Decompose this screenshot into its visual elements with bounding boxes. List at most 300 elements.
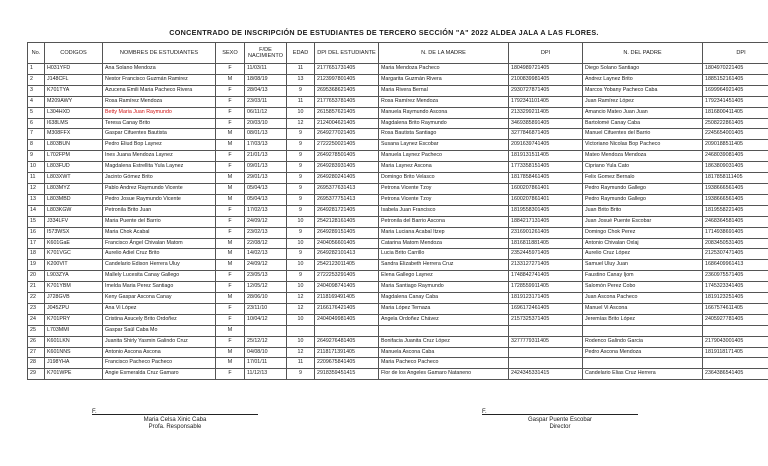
cell-dpi-estudiante: 2118171391405 [315,347,379,358]
cell-sexo: M [216,293,245,304]
cell-nombre-madre: Margarita Guzmán Rivera [379,74,509,85]
cell-edad: 9 [287,183,315,194]
cell-nombre-padre: Felix Gomez Bernalo [583,173,703,184]
cell-dpi-padre: 2083450531405 [703,238,768,249]
cell-dpi-estudiante: 2177653781405 [315,96,379,107]
cell-fecha-nacimiento: 28/06/10 [245,293,287,304]
cell-dpi-padre: 1885152161405 [703,74,768,85]
header-nombre-padre: N. DEL PADRE [583,43,703,64]
student-table [27,42,768,380]
cell-sexo: M [216,140,245,151]
cell-nombre-estudiante: Pablo Andrez Raymundo Vicente [103,183,216,194]
cell-nombre-madre: Sandra Elizabeth Herrera Cruz [379,260,509,271]
table-row [28,293,768,304]
cell-fecha-nacimiento: 23/03/11 [245,96,287,107]
signature-line [92,406,258,415]
cell-nombre-madre: Petronila del Barrio Ascona [379,216,509,227]
cell-fecha-nacimiento: 29/01/13 [245,173,287,184]
cell-fecha-nacimiento: 08/01/13 [245,129,287,140]
cell-dpi-padre: 1792341451405 [703,96,768,107]
table-row [28,162,768,173]
table-row [28,173,768,184]
cell-no: 23 [28,303,45,314]
cell-no: 2 [28,74,45,85]
cell-no: 10 [28,162,45,173]
cell-nombre-padre: Aurelio Cruz López [583,249,703,260]
table-body [28,64,768,380]
cell-nombre-madre: Petrona Vicente Tzoy [379,194,509,205]
cell-dpi-madre: 1884217131405 [509,216,583,227]
cell-nombre-estudiante: Cristina Asucely Brito Ordoñez [103,314,216,325]
cell-fecha-nacimiento: 23/02/13 [245,227,287,238]
table-row [28,183,768,194]
cell-codigo: K601GaE [45,238,103,249]
header-dpi-padre: DPI [703,43,768,64]
cell-dpi-padre: 1819558221405 [703,205,768,216]
cell-nombre-madre: Flor de los Angeles Gamaro Nataneno [379,369,509,380]
table-row [28,96,768,107]
cell-sexo: F [216,271,245,282]
cell-fecha-nacimiento: 24/09/12 [245,260,287,271]
cell-codigo: M209AWY [45,96,103,107]
cell-nombre-estudiante: Magdalena Estrellita Yula Laynez [103,162,216,173]
cell-no: 5 [28,107,45,118]
cell-dpi-madre: 3469385891405 [509,118,583,129]
cell-sexo: M [216,238,245,249]
cell-no: 25 [28,325,45,336]
cell-sexo: F [216,96,245,107]
cell-sexo: M [216,325,245,336]
cell-nombre-estudiante: Aurelio Adiel Cruz Brito [103,249,216,260]
cell-dpi-madre [509,358,583,369]
cell-dpi-estudiante: 2918359451415 [315,369,379,380]
cell-dpi-madre: 3277846871405 [509,129,583,140]
cell-dpi-estudiante: 2177651731405 [315,64,379,75]
cell-sexo: F [216,336,245,347]
cell-dpi-estudiante: 2695377631413 [315,183,379,194]
cell-no: 1 [28,64,45,75]
cell-edad: 10 [287,238,315,249]
cell-dpi-madre: 1817858461405 [509,173,583,184]
cell-codigo: I573WSX [45,227,103,238]
cell-nombre-madre: Magdalena Canay Caba [379,293,509,304]
cell-codigo: H031YFD [45,64,103,75]
cell-no: 20 [28,271,45,282]
table-row [28,118,768,129]
table-row [28,140,768,151]
cell-dpi-estudiante: 2209675841405 [315,358,379,369]
cell-dpi-madre: 1819123171405 [509,293,583,304]
header-dpi-estudiante: DPI DEL ESTUDIANTE [315,43,379,64]
header-no: No. [28,43,45,64]
table-row [28,282,768,293]
cell-nombre-padre: Jeremías Brito López [583,314,703,325]
cell-codigo: L803MBD [45,194,103,205]
cell-codigo: J334LFV [45,216,103,227]
cell-dpi-estudiante: 2123997801405 [315,74,379,85]
header-codigos: CODIGOS [45,43,103,64]
cell-codigo: K701WPE [45,369,103,380]
cell-sexo: F [216,282,245,293]
cell-no: 21 [28,282,45,293]
cell-dpi-estudiante: 2649278501405 [315,151,379,162]
cell-nombre-estudiante: Jacinto Gómez Brito [103,173,216,184]
table-header-row [28,43,768,64]
cell-dpi-padre: 1816800411405 [703,107,768,118]
header-edad: EDAD [287,43,315,64]
cell-fecha-nacimiento: 05/04/13 [245,194,287,205]
cell-sexo: F [216,205,245,216]
cell-edad: 9 [287,205,315,216]
signature-left [92,406,258,431]
cell-dpi-padre: 1817858111405 [703,173,768,184]
cell-nombre-padre: Juan Ascona Pacheco [583,293,703,304]
cell-nombre-padre: Antonio Chivalan Oxlaj [583,238,703,249]
signature-prefix: F. [92,409,97,415]
cell-codigo: L702FPM [45,151,103,162]
cell-dpi-estudiante: 2649281721405 [315,205,379,216]
cell-fecha-nacimiento: 10/04/12 [245,314,287,325]
table-row [28,74,768,85]
cell-fecha-nacimiento [245,325,287,336]
table-row [28,347,768,358]
cell-nombre-padre: Bartolomé Canay Caba [583,118,703,129]
cell-no: 28 [28,358,45,369]
cell-dpi-padre: 2179043001405 [703,336,768,347]
cell-nombre-padre: Candelario Elias Cruz Herrera [583,369,703,380]
cell-codigo: K701YBM [45,282,103,293]
cell-nombre-madre: Petrona Vicente Tzoy [379,183,509,194]
cell-edad: 12 [287,303,315,314]
cell-dpi-padre [703,358,768,369]
cell-edad: 10 [287,314,315,325]
cell-nombre-padre: Manuel Cifuentes del Barrio [583,129,703,140]
cell-sexo: F [216,107,245,118]
cell-edad: 9 [287,140,315,151]
cell-dpi-estudiante: 2118169491405 [315,293,379,304]
document-title: CONCENTRADO DE INSCRIPCIÓN DE ESTUDIANTES DE TERCERO SECCIÓN "A" 2022 ALDEA JALA A LAS FLORES. [169,28,599,37]
cell-no: 26 [28,336,45,347]
cell-no: 11 [28,173,45,184]
cell-dpi-padre: 1863809031405 [703,162,768,173]
header-nombres: NOMBRES DE ESTUDIANTES [103,43,216,64]
cell-edad: 10 [287,282,315,293]
cell-codigo: L703MMI [45,325,103,336]
cell-no: 8 [28,140,45,151]
header-fecha-nacimiento: F/DE NACIMIENTO [245,43,287,64]
cell-edad: 9 [287,194,315,205]
cell-edad: 11 [287,96,315,107]
cell-nombre-madre: Maria Mendoza Pacheco [379,64,509,75]
cell-nombre-madre: Elena Gallego Laynez [379,271,509,282]
cell-nombre-estudiante: Angie Esmeralda Cruz Gamaro [103,369,216,380]
cell-nombre-padre: Diego Solano Santiago [583,64,703,75]
cell-edad: 10 [287,216,315,227]
cell-nombre-estudiante: Pedro Josue Raymundo Vicente [103,194,216,205]
cell-sexo: F [216,64,245,75]
cell-edad: 10 [287,260,315,271]
table-row [28,205,768,216]
cell-sexo: F [216,85,245,96]
cell-nombre-padre: Salomón Perez Cobo [583,282,703,293]
cell-dpi-madre: 1816811881405 [509,238,583,249]
cell-codigo: L803XWT [45,173,103,184]
cell-edad: 9 [287,85,315,96]
cell-dpi-padre: 2090188511405 [703,140,768,151]
cell-nombre-estudiante: Antonio Ascona Ascona [103,347,216,358]
cell-nombre-estudiante: Ana Vi López [103,303,216,314]
cell-dpi-estudiante: 2649283931405 [315,162,379,173]
cell-codigo: K200VIT [45,260,103,271]
cell-codigo: J198YHA [45,358,103,369]
cell-fecha-nacimiento: 28/04/13 [245,85,287,96]
cell-sexo: M [216,74,245,85]
table-row [28,85,768,96]
cell-nombre-estudiante: Maria Chok Acabal [103,227,216,238]
cell-sexo: F [216,314,245,325]
cell-no: 12 [28,183,45,194]
cell-dpi-madre: 2424345331415 [509,369,583,380]
cell-edad [287,325,315,336]
table-row [28,238,768,249]
cell-codigo: L803MYZ [45,183,103,194]
cell-dpi-estudiante: 2166176421405 [315,303,379,314]
cell-dpi-padre: 2468039081405 [703,151,768,162]
cell-nombre-madre: Maria Santiago Raymundo [379,282,509,293]
cell-fecha-nacimiento: 25/12/12 [245,336,287,347]
cell-dpi-madre: 2100839981405 [509,74,583,85]
cell-sexo: F [216,216,245,227]
cell-dpi-padre: 1804970221405 [703,64,768,75]
cell-nombre-padre: Manuel Vi Ascona [583,303,703,314]
cell-sexo: M [216,183,245,194]
cell-nombre-estudiante: Maria Puente del Barrio [103,216,216,227]
cell-edad: 11 [287,358,315,369]
signature-right [482,406,638,431]
cell-edad: 12 [287,118,315,129]
table-row [28,260,768,271]
cell-dpi-estudiante: 2695368621405 [315,85,379,96]
cell-no: 27 [28,347,45,358]
cell-no: 7 [28,129,45,140]
cell-no: 15 [28,216,45,227]
table-row [28,358,768,369]
cell-codigo: J728GVB [45,293,103,304]
cell-edad: 9 [287,369,315,380]
cell-codigo: L903ZYA [45,271,103,282]
cell-edad: 9 [287,173,315,184]
cell-no: 14 [28,205,45,216]
signature-line [482,406,638,415]
cell-nombre-padre: Marcos Yobany Pacheco Caba [583,85,703,96]
table-row [28,303,768,314]
cell-codigo: L803BUN [45,140,103,151]
cell-dpi-estudiante: 2404056601405 [315,238,379,249]
cell-dpi-madre: 1804989721405 [509,64,583,75]
cell-nombre-madre: Maria Pacheco Pacheco [379,358,509,369]
cell-fecha-nacimiento: 05/04/13 [245,183,287,194]
cell-nombre-madre: Domingo Brito Velasco [379,173,509,184]
cell-nombre-madre: Manuela Laynez Pacheco [379,151,509,162]
cell-sexo: F [216,151,245,162]
cell-codigo: I638LMS [45,118,103,129]
cell-dpi-padre: 1938666561405 [703,194,768,205]
cell-nombre-madre: Rosa Bautista Santiago [379,129,509,140]
cell-nombre-estudiante: Nestor Francisco Guzmán Ramirez [103,74,216,85]
cell-dpi-madre: 3277779311405 [509,336,583,347]
cell-nombre-madre: Lucia Brito Carrillo [379,249,509,260]
cell-nombre-madre: Manuela Raymundo Ascona [379,107,509,118]
cell-nombre-padre: Andrez Laynez Brito [583,74,703,85]
cell-nombre-estudiante: Ana Solano Mendoza [103,64,216,75]
cell-dpi-estudiante: 2404049981405 [315,314,379,325]
cell-dpi-padre: 1667574611405 [703,303,768,314]
cell-dpi-madre: 1792341101405 [509,96,583,107]
table-row [28,271,768,282]
cell-sexo: M [216,358,245,369]
cell-codigo: L304HXD [45,107,103,118]
cell-nombre-estudiante: Petronila Brito Juan [103,205,216,216]
cell-nombre-estudiante: Keny Gaspar Ascona Canay [103,293,216,304]
cell-nombre-madre: Susana Laynez Escobar [379,140,509,151]
cell-fecha-nacimiento: 23/11/10 [245,303,287,314]
cell-nombre-madre: Maria Laynez Ascona [379,162,509,173]
cell-dpi-madre: 1600207861401 [509,183,583,194]
cell-codigo: K601LKN [45,336,103,347]
cell-no: 17 [28,238,45,249]
cell-fecha-nacimiento: 22/08/12 [245,238,287,249]
cell-dpi-estudiante: 2722250021405 [315,140,379,151]
cell-sexo: F [216,227,245,238]
cell-no: 4 [28,96,45,107]
cell-dpi-estudiante [315,325,379,336]
cell-nombre-estudiante: Azucena Emili Maria Pacheco Rivera [103,85,216,96]
cell-nombre-padre: Pedro Raymundo Gallego [583,194,703,205]
cell-nombre-madre: Angela Ordoñez Chávez [379,314,509,325]
cell-no: 6 [28,118,45,129]
cell-nombre-estudiante: Teresa Canay Brito [103,118,216,129]
table-row [28,369,768,380]
cell-dpi-estudiante: 2404098741405 [315,282,379,293]
cell-dpi-estudiante: 2649276481405 [315,336,379,347]
cell-dpi-madre: 1600207861401 [509,194,583,205]
cell-sexo: M [216,194,245,205]
cell-codigo: K601NNS [45,347,103,358]
cell-dpi-madre [509,325,583,336]
cell-sexo: F [216,369,245,380]
cell-nombre-madre: Bonifacia Juanita Cruz López [379,336,509,347]
cell-nombre-estudiante: Candelario Edison Herrera Uluy [103,260,216,271]
cell-dpi-estudiante: 2649289151405 [315,227,379,238]
cell-nombre-padre: Samuel Uluy Juan [583,260,703,271]
teacher-name: Maria Celsa Xinic Caba [143,417,207,423]
cell-fecha-nacimiento: 14/02/13 [245,249,287,260]
cell-dpi-padre: 1745323341405 [703,282,768,293]
cell-fecha-nacimiento: 17/03/13 [245,140,287,151]
cell-nombre-padre: Pedro Raymundo Gallego [583,183,703,194]
cell-edad: 10 [287,107,315,118]
table-row [28,325,768,336]
cell-fecha-nacimiento: 11/03/11 [245,64,287,75]
cell-nombre-madre: Catarina Matom Mendoza [379,238,509,249]
cell-nombre-padre: Faustino Canay Ijom [583,271,703,282]
cell-dpi-estudiante: 2542128161405 [315,216,379,227]
cell-fecha-nacimiento: 24/09/12 [245,216,287,227]
cell-dpi-padre: 1714938691405 [703,227,768,238]
header-nombre-madre: N. DE LA MADRE [379,43,509,64]
cell-codigo: K701VGC [45,249,103,260]
cell-dpi-padre: 2405927781405 [703,314,768,325]
cell-nombre-estudiante: Gaspar Saúl Caba Mo [103,325,216,336]
teacher-role: Profa. Responsable [148,424,202,430]
cell-dpi-madre: 1819131511405 [509,151,583,162]
cell-fecha-nacimiento: 20/03/10 [245,118,287,129]
cell-codigo: L803KGW [45,205,103,216]
cell-nombre-estudiante: Pedro Eliud Bop Laynez [103,140,216,151]
cell-edad: 10 [287,336,315,347]
cell-nombre-estudiante: Betty Maria Juan Raymundo [103,107,216,118]
header-sexo: SEXO [216,43,245,64]
cell-nombre-estudiante: Imelda Maria Perez Santiago [103,282,216,293]
table-row [28,249,768,260]
cell-nombre-padre: Victoriano Nicolas Bop Pacheco [583,140,703,151]
cell-dpi-madre: 1696172461405 [509,303,583,314]
cell-dpi-madre: 2133299211405 [509,107,583,118]
cell-no: 22 [28,293,45,304]
cell-no: 13 [28,194,45,205]
cell-sexo: M [216,173,245,184]
cell-edad: 9 [287,249,315,260]
header-dpi-madre: DPI [509,43,583,64]
table-row [28,216,768,227]
table-row [28,314,768,325]
cell-sexo: M [216,249,245,260]
cell-no: 19 [28,260,45,271]
cell-edad: 11 [287,64,315,75]
cell-dpi-padre: 1819118171405 [703,347,768,358]
cell-codigo: J148CFL [45,74,103,85]
cell-nombre-padre: Mateo Mendoza Mendoza [583,151,703,162]
cell-edad: 9 [287,271,315,282]
cell-dpi-padre: 2245654001405 [703,129,768,140]
cell-nombre-padre: Pedro Ascona Mendoza [583,347,703,358]
cell-dpi-estudiante: 2695377751413 [315,194,379,205]
cell-sexo: F [216,118,245,129]
cell-nombre-padre: Juan Ramírez López [583,96,703,107]
cell-codigo: M308FFX [45,129,103,140]
cell-codigo: L803FUD [45,162,103,173]
cell-fecha-nacimiento: 06/11/12 [245,107,287,118]
table-row [28,151,768,162]
cell-sexo: M [216,260,245,271]
director-name: Gaspar Puente Escobar [527,417,593,423]
cell-fecha-nacimiento: 12/05/12 [245,282,287,293]
cell-dpi-madre: 2157325371405 [509,314,583,325]
cell-nombre-estudiante: Mallely Lucesita Canay Gallego [103,271,216,282]
cell-dpi-estudiante: 2124004621405 [315,118,379,129]
cell-edad: 9 [287,162,315,173]
table-row [28,336,768,347]
cell-fecha-nacimiento: 23/05/13 [245,271,287,282]
signature-prefix: F. [482,409,487,415]
cell-nombre-estudiante: Rosa Ramírez Mendoza [103,96,216,107]
cell-dpi-padre: 1699964921405 [703,85,768,96]
cell-edad: 13 [287,74,315,85]
cell-nombre-padre [583,358,703,369]
cell-nombre-madre: Isabela Juan Francisco [379,205,509,216]
cell-nombre-madre: Maria Rivera Bernal [379,85,509,96]
cell-nombre-estudiante: Juanita Shirly Yasmin Galindo Cruz [103,336,216,347]
